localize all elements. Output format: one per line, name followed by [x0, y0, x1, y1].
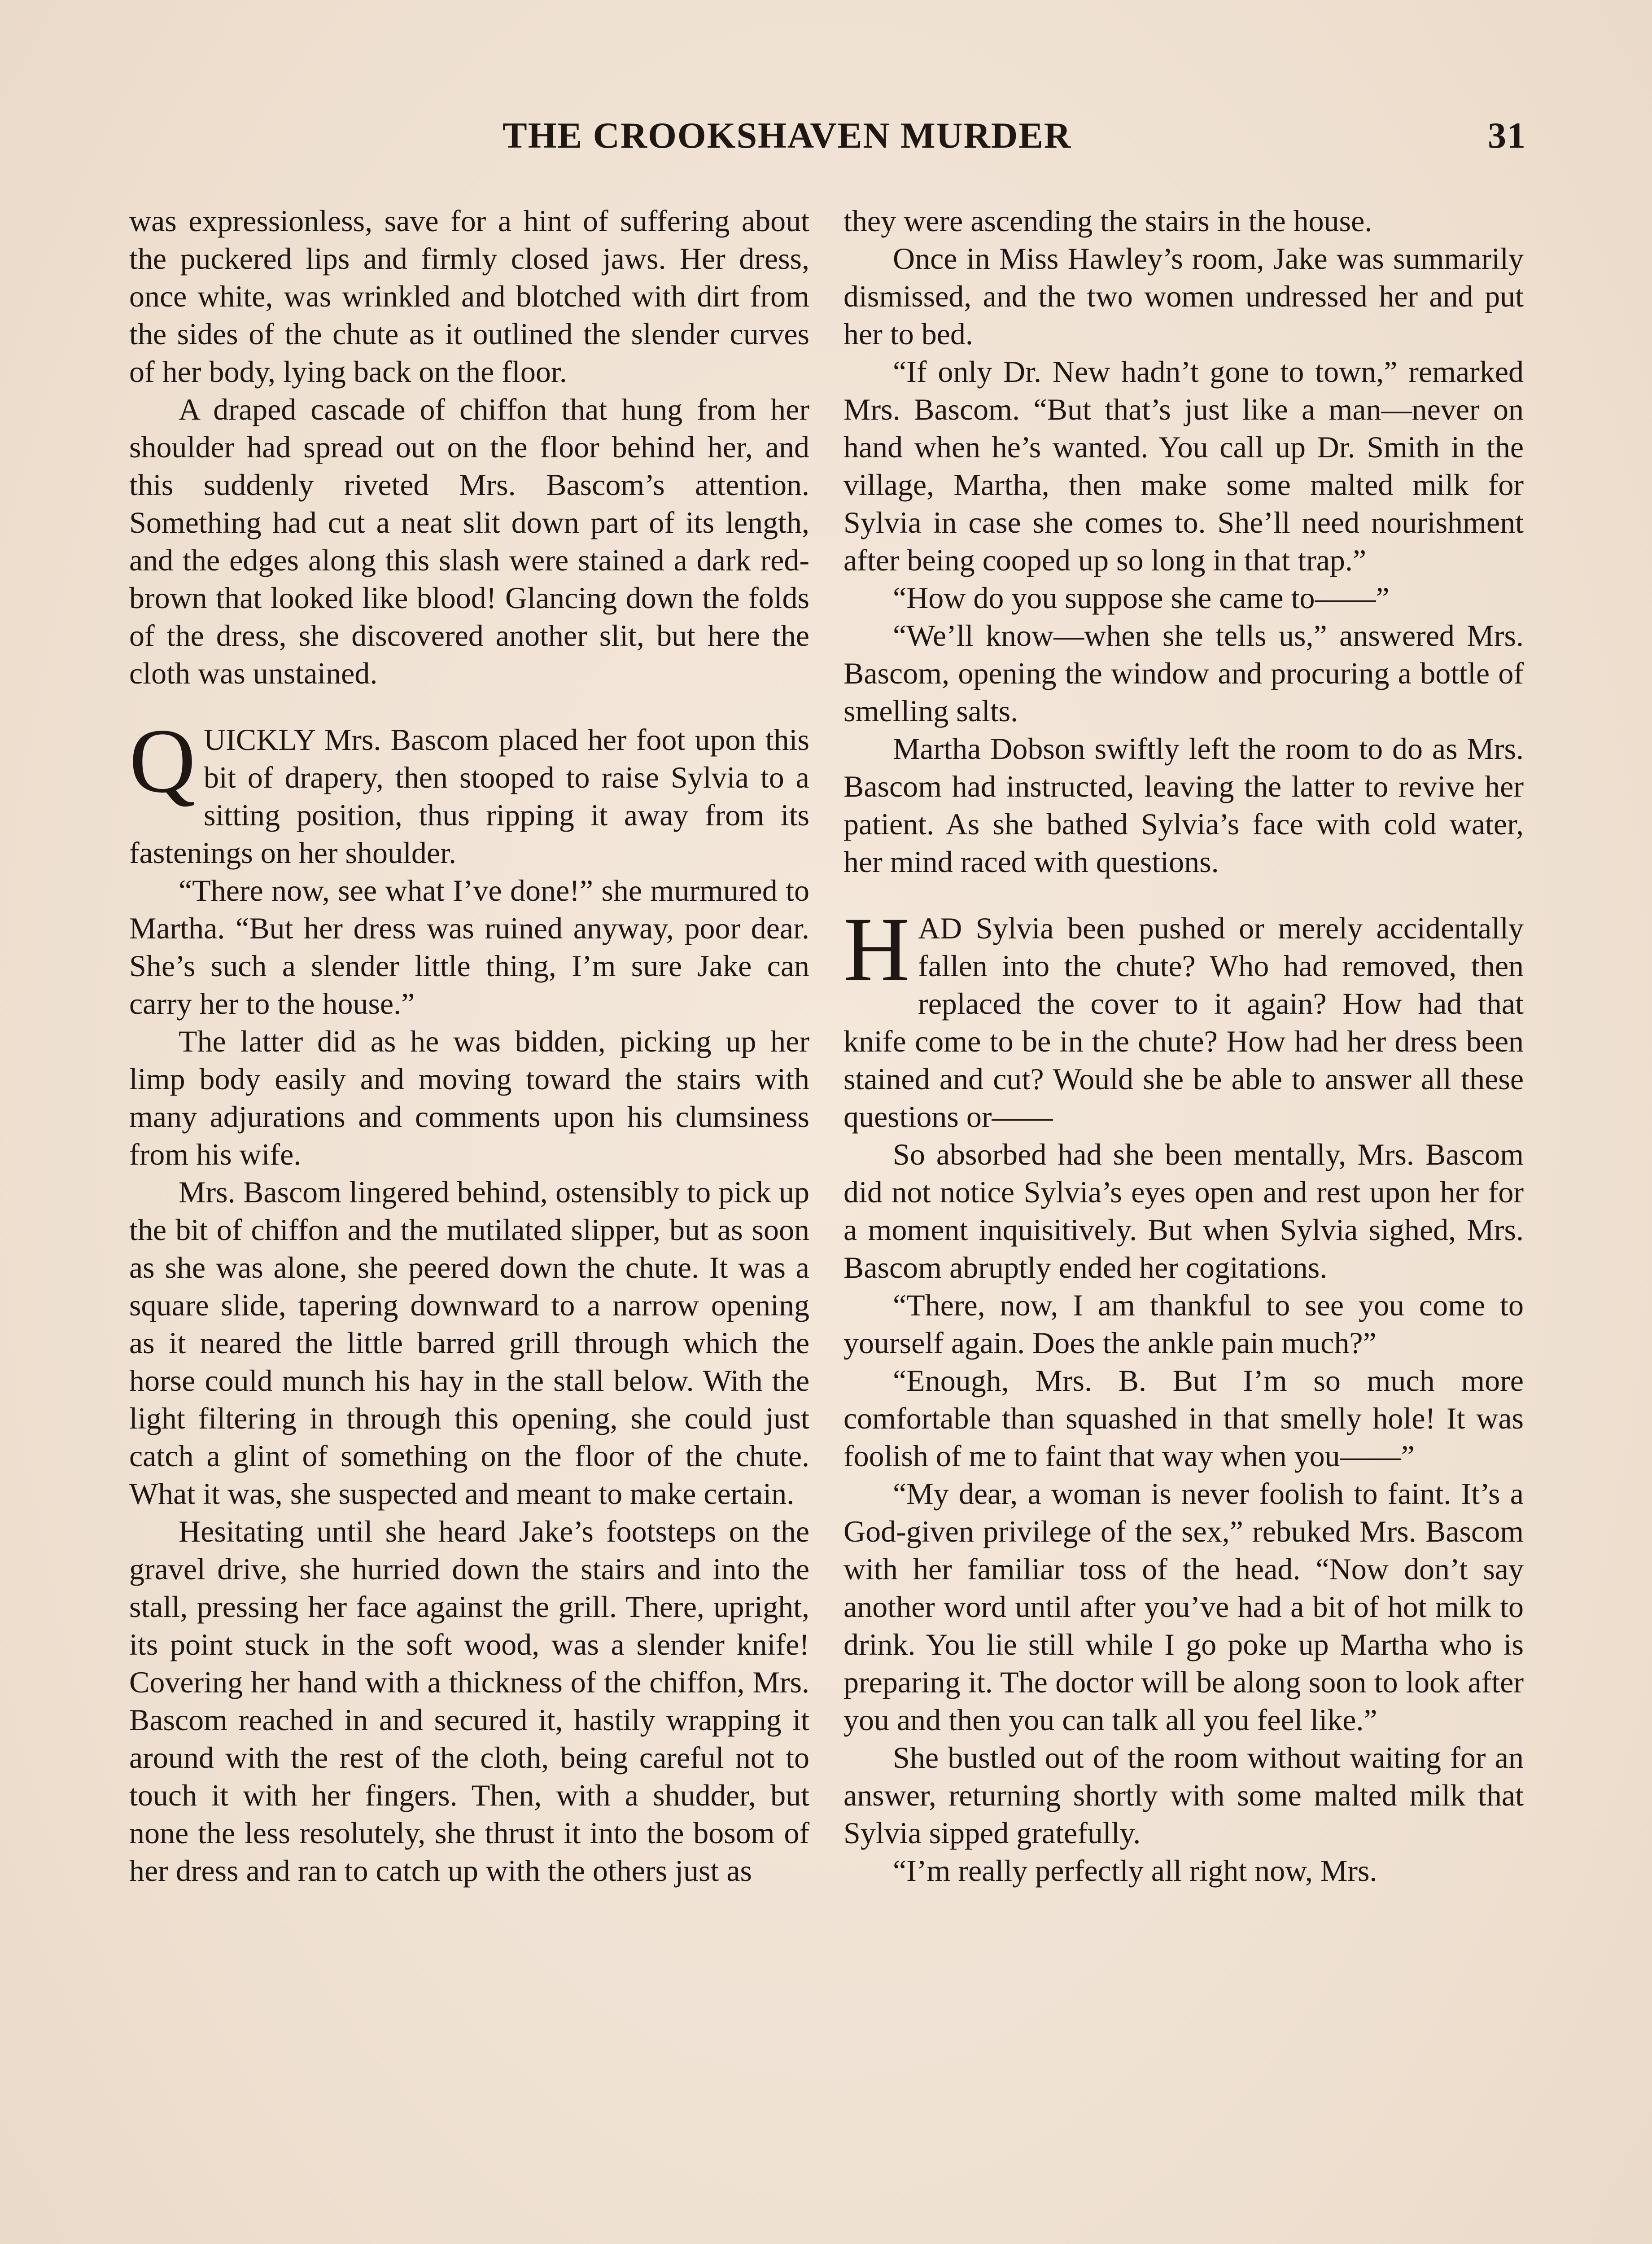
paragraph: She bustled out of the room without waiting for an answer, returning shortly with some malted milk that Sylvia sipped gratefully.: [843, 1740, 1524, 1850]
paragraph: Martha Dobson swiftly left the room to do as Mrs. Bascom had instructed, leaving the latter to revive her patient. As she bathed Sylvia’s face with cold water, her mind raced with questions.: [843, 732, 1524, 879]
running-header: [503, 114, 1526, 168]
drop-cap: H: [843, 898, 910, 1000]
paragraph: “We’ll know—when she tells us,” answered Mrs. Bascom, opening the window and procuring a bottle of smelling salts.: [843, 618, 1524, 728]
right-column: [843, 202, 1524, 2244]
left-column: [129, 202, 809, 2244]
paragraph: Mrs. Bascom lingered behind, ostensibly to pick up the bit of chiffon and the mutilated slipper, but as soon as she was alone, she peered down the chute. It was a square slide, tapering downward to a narrow opening as it neared the little barred grill through which the horse could munch his hay in the stall below. With the light filtering in through this opening, she could just catch a glint of something on the floor of the chute. What it was, she suspected and meant to make certain.: [129, 1175, 809, 1511]
paragraph: “There, now, I am thankful to see you come to yourself again. Does the ankle pain much?”: [843, 1288, 1524, 1360]
paragraph: “My dear, a woman is never foolish to faint. It’s a God-given privilege of the sex,” rebuked Mrs. Bascom with her familiar toss of the head. “Now don’t say another word until after you’ve had a bit of hot milk to drink. You lie still while I go poke up Martha who is preparing it. The doctor will be along soon to look after you and then you can talk all you feel like.”: [843, 1477, 1524, 1737]
paragraph: A draped cascade of chiffon that hung from her shoulder had spread out on the floor behind her, and this suddenly riveted Mrs. Bascom’s attention. Something had cut a neat slit down part of its length, and the edges along this slash were stained a dark red-brown that looked like blood! Glancing down the folds of the dress, she discovered another slit, but here the cloth was unstained.: [129, 392, 809, 690]
running-title: THE CROOKSHAVEN MURDER: [503, 115, 1072, 156]
paragraph: “If only Dr. New hadn’t gone to town,” remarked Mrs. Bascom. “But that’s just like a man—never on hand when he’s wanted. You call up Dr. Smith in the village, Martha, then make some malted milk for Sylvia in case she comes to. She’ll need nourishment after being cooped up so long in that trap.”: [843, 355, 1524, 577]
paragraph: “Enough, Mrs. B. But I’m so much more comfortable than squashed in that smelly hole! It was foolish of me to faint that way when you——”: [843, 1363, 1524, 1473]
paragraph: Once in Miss Hawley’s room, Jake was summarily dismissed, and the two women undressed her and put her to bed.: [843, 241, 1524, 351]
drop-cap: Q: [129, 710, 196, 812]
paragraph-text: UICKLY Mrs. Bascom placed her foot upon this bit of drapery, then stooped to raise Sylvia to a sitting position, thus ripping it away from its fastenings on her shoulder.: [129, 723, 809, 870]
section-opening-paragraph: [843, 898, 1524, 1135]
paragraph: “There now, see what I’ve done!” she murmured to Martha. “But her dress was ruined anyway, poor dear. She’s such a slender little thing, I’m sure Jake can carry her to the house.”: [129, 873, 809, 1021]
paragraph: they were ascending the stairs in the house.: [843, 204, 1372, 238]
paragraph: Hesitating until she heard Jake’s footsteps on the gravel drive, she hurried down the stairs and into the stall, pressing her face against the grill. There, upright, its point stuck in the soft wood, was a slender knife! Covering her hand with a thickness of the chiffon, Mrs. Bascom reached in and secured it, hastily wrapping it around with the rest of the cloth, being careful not to touch it with her fingers. Then, with a shudder, but none the less resolutely, she thrust it into the bosom of her dress and ran to catch up with the others just as: [129, 1514, 809, 1888]
paragraph: was expressionless, save for a hint of suffering about the puckered lips and firmly closed jaws. Her dress, once white, was wrinkled and blotched with dirt from the sides of the chute as it outlined the slender curves of her body, lying back on the floor.: [129, 204, 809, 389]
paragraph: So absorbed had she been mentally, Mrs. Bascom did not notice Sylvia’s eyes open and rest upon her for a moment inquisitively. But when Sylvia sighed, Mrs. Bascom abruptly ended her cogitations.: [843, 1137, 1524, 1284]
page-number: 31: [1488, 115, 1526, 156]
paragraph: “How do you suppose she came to——”: [893, 581, 1390, 615]
paragraph: The latter did as he was bidden, picking up her limp body easily and moving toward the stairs with many adjurations and comments upon his clumsiness from his wife.: [129, 1024, 809, 1171]
paragraph-text: AD Sylvia been pushed or merely accidentally fallen into the chute? Who had removed, then replaced the cover to it again? How had that knife come to be in the chute? How had her dress been stained and cut? Would she be able to answer all these questions or——: [843, 911, 1524, 1134]
section-opening-paragraph: [129, 710, 809, 872]
paragraph: “I’m really perfectly all right now, Mrs.: [893, 1854, 1377, 1888]
